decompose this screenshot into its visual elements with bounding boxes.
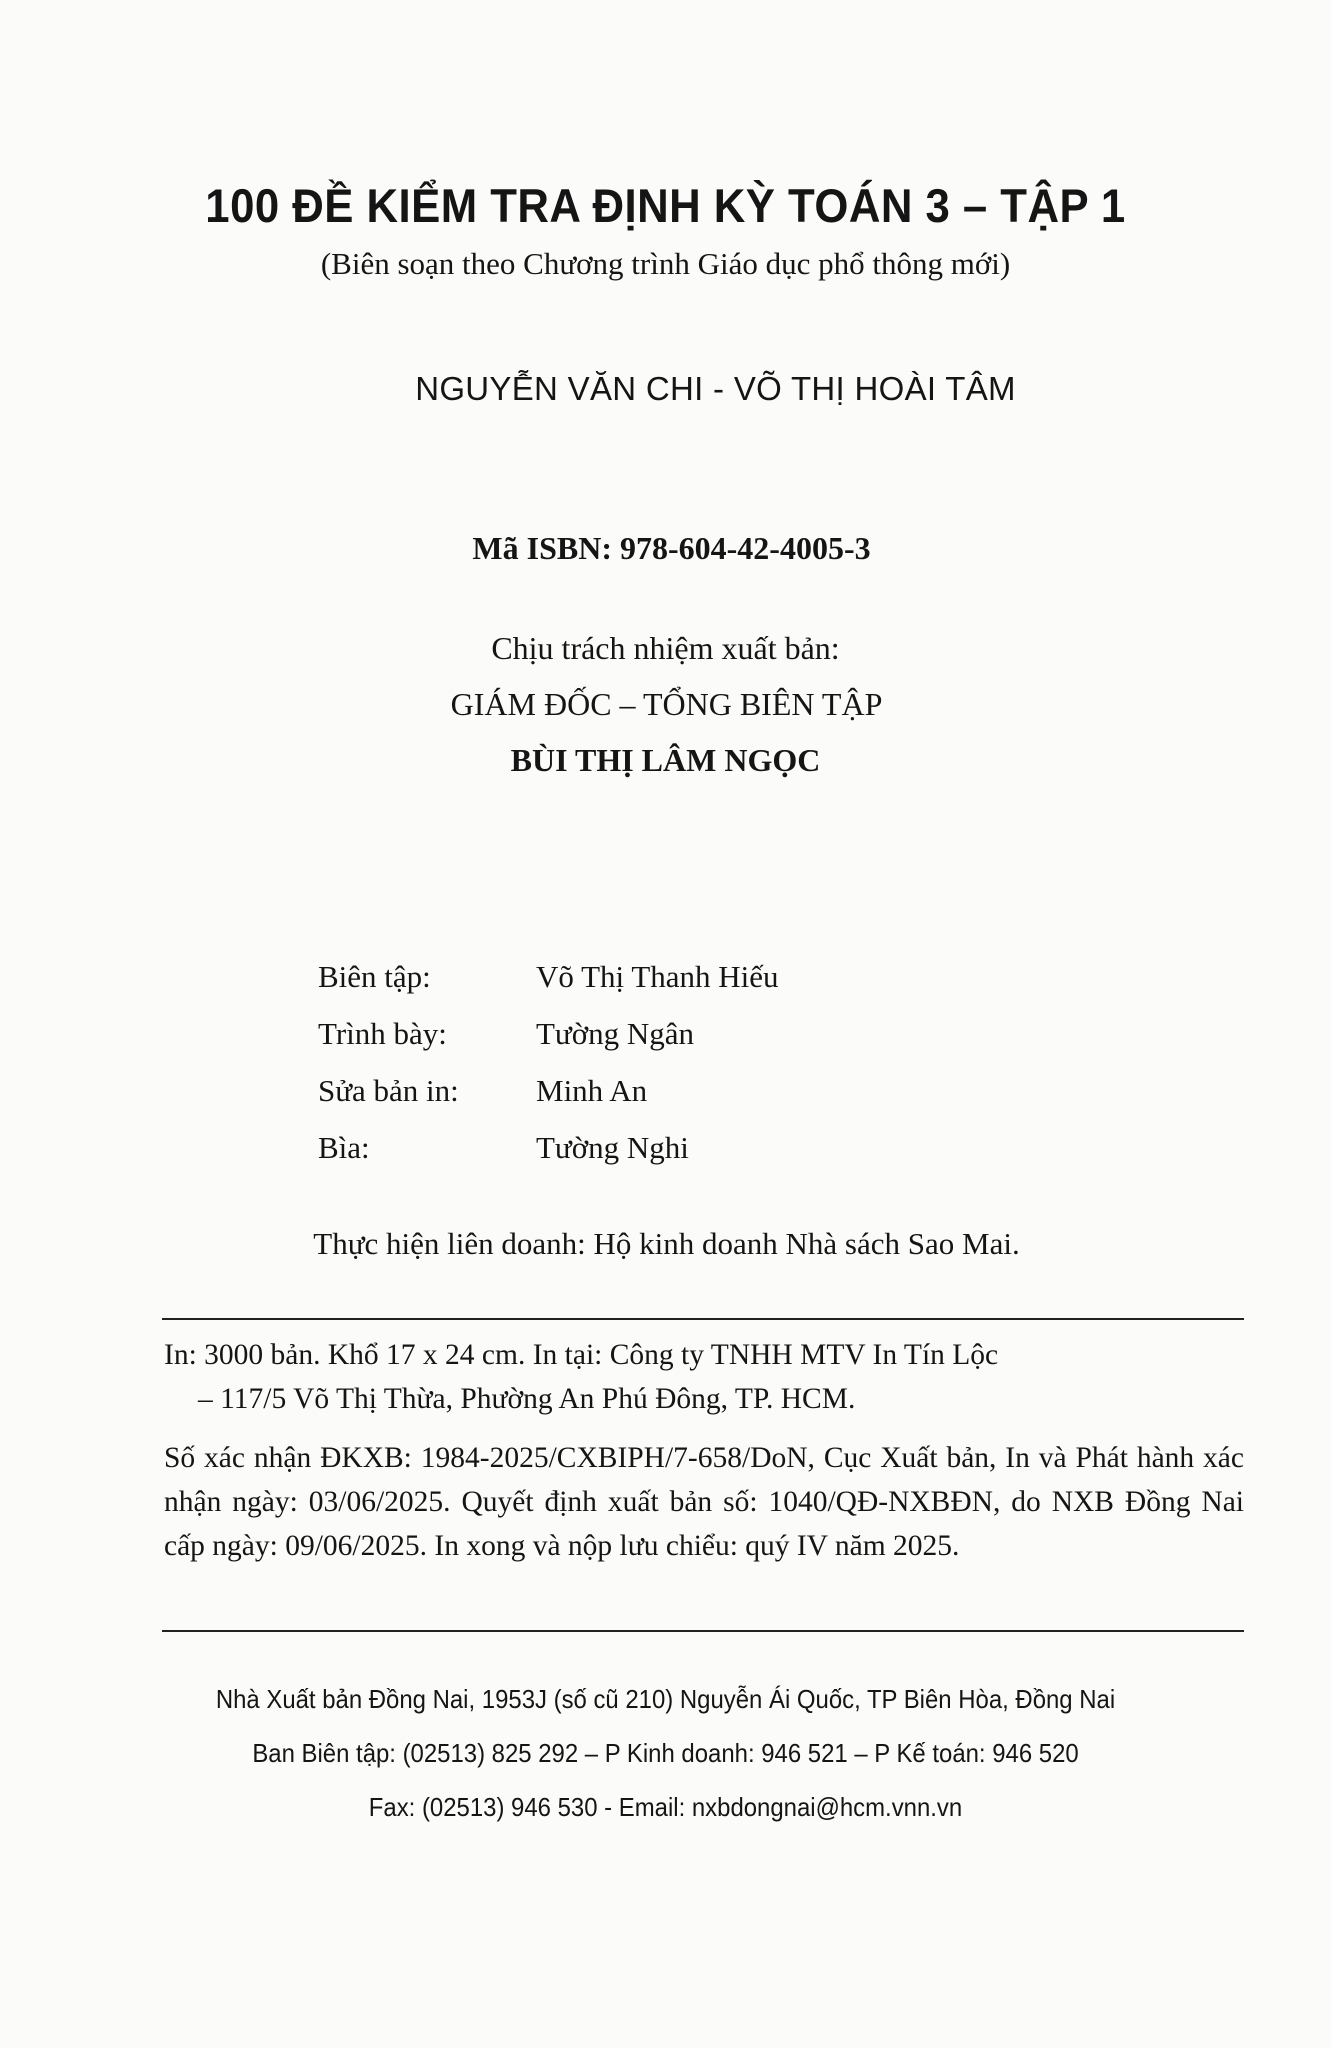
credits-list [318, 948, 779, 1176]
credit-row-cover [318, 1119, 779, 1176]
credit-label: Bìa: [318, 1129, 370, 1165]
registration-details [164, 1436, 1244, 1568]
credit-label: Biên tập: [318, 958, 431, 994]
print-line-2: – 117/5 Võ Thị Thừa, Phường An Phú Đông, TP. HCM. [198, 1383, 856, 1415]
print-details [164, 1333, 1244, 1421]
print-line-1: In: 3000 bản. Khổ 17 x 24 cm. In tại: Công ty TNHH MTV In Tín Lộc [164, 1339, 999, 1371]
credit-row-editor [318, 948, 779, 1005]
credit-value: Minh An [536, 1072, 648, 1108]
credit-row-layout [318, 1005, 779, 1062]
divider-top [162, 1318, 1244, 1320]
isbn: Mã ISBN: 978-604-42-4005-3 [472, 530, 871, 566]
authors: NGUYỄN VĂN CHI - VÕ THỊ HOÀI TÂM [415, 370, 1016, 407]
responsibility-role: GIÁM ĐỐC – TỔNG BIÊN TẬP [450, 686, 883, 722]
responsibility-label: Chịu trách nhiệm xuất bản: [491, 630, 840, 666]
credit-value: Tường Ngân [536, 1015, 695, 1051]
publisher-phones: Ban Biên tập: (02513) 825 292 – P Kinh doanh: 946 521 – P Kế toán: 946 520 [252, 1738, 1079, 1768]
book-subtitle: (Biên soạn theo Chương trình Giáo dục phổ thông mới) [320, 246, 1011, 281]
credit-value: Võ Thị Thanh Hiếu [536, 958, 779, 994]
responsibility-name: BÙI THỊ LÂM NGỌC [510, 742, 821, 778]
publisher-contact: Fax: (02513) 946 530 - Email: nxbdongnai@hcm.vnn.vn [368, 1792, 963, 1822]
registration-text: Số xác nhận ĐKXB: 1984-2025/CXBIPH/7-658/DoN, Cục Xuất bản, In và Phát hành xác nhận ngày: 03/06/2025. Quyết định xuất bản số: 1040/QĐ-NXBĐN, do NXB Đồng Nai cấp ngày: 09/06/2025. In xong và nộp lưu chiểu: quý IV năm 2025. [164, 1442, 1244, 1562]
publisher-address: Nhà Xuất bản Đồng Nai, 1953J (số cũ 210) Nguyễn Ái Quốc, TP Biên Hòa, Đồng Nai [215, 1684, 1116, 1714]
joint-venture: Thực hiện liên doanh: Hộ kinh doanh Nhà sách Sao Mai. [313, 1226, 1020, 1261]
credit-label: Trình bày: [318, 1015, 447, 1051]
divider-bottom [162, 1630, 1244, 1632]
credit-value: Tường Nghi [536, 1129, 689, 1165]
credit-row-proofreader [318, 1062, 779, 1119]
book-title: 100 ĐỀ KIỂM TRA ĐỊNH KỲ TOÁN 3 – TẬP 1 [205, 179, 1126, 232]
credit-label: Sửa bản in: [318, 1072, 459, 1108]
